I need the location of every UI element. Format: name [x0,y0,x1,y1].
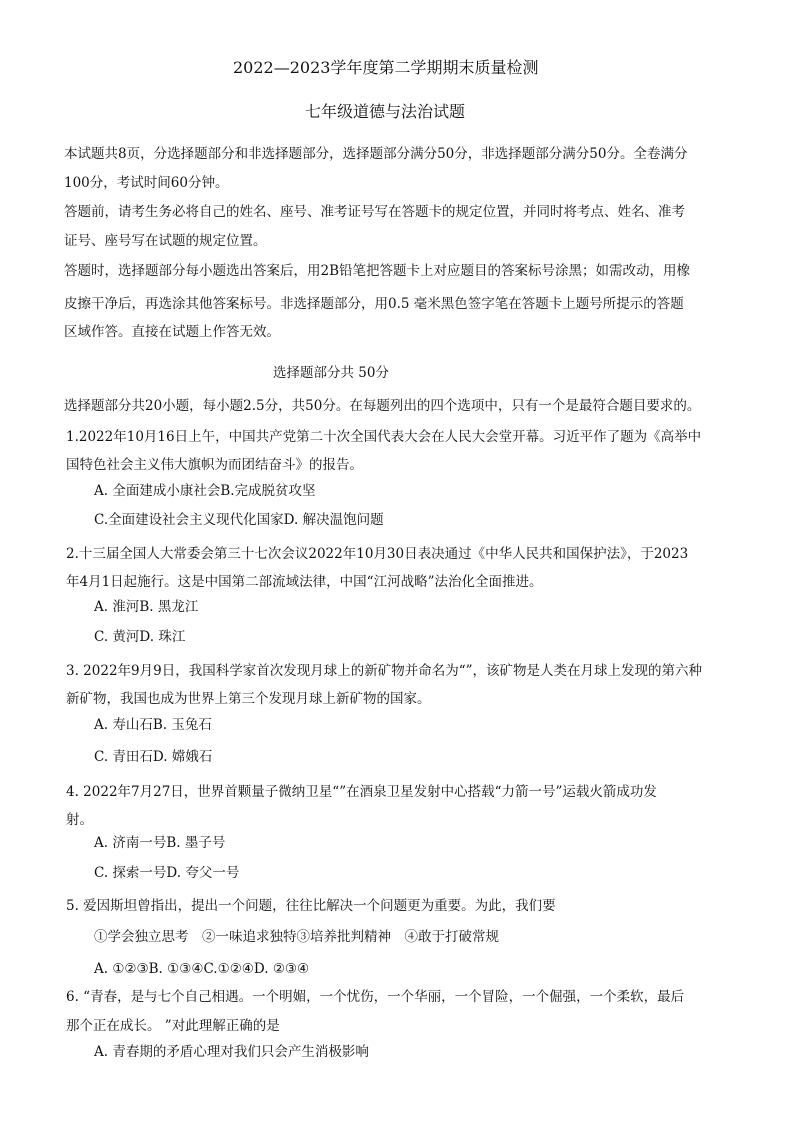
question-stem: 4. 2022年7月27日，世界首颗量子微纳卫星“”在酒泉卫星发射中心搭载“力箭一号”运载火箭成功发 [66,784,657,800]
instruction-line: 答题前，请考生务必将自己的姓名、座号、准考证号写在答题卡的规定位置，并同时将考点、姓名、准考 [64,204,685,220]
question-option: A. 寿山石B. 玉兔石 [94,717,212,733]
question-stem: 那个正在成长。 ”对此理解正确的是 [66,1018,280,1034]
question-option: A. ①②③B. ①③④C.①②④D. ②③④ [94,961,310,977]
question-option: A. 青春期的矛盾心理对我们只会产生消极影响 [94,1044,369,1060]
question-option: C.全面建设社会主义现代化国家D. 解决温饱问题 [94,512,384,528]
question-option: C. 探索一号D. 夸父一号 [94,865,240,881]
question-stem: 3. 2022年9月9日，我国科学家首次发现月球上的新矿物并命名为“”，该矿物是人类在月球上发现的第六种 [66,663,703,679]
instruction-line: 区域作答。直接在试题上作答无效。 [64,324,280,340]
question-option: A. 淮河B. 黑龙江 [94,599,199,615]
question-option: A. 济南一号B. 墨子号 [94,835,226,851]
exam-subtitle: 七年级道德与法治试题 [305,102,466,121]
question-choices: ①学会独立思考 ②一味追求独特③培养批判精神 ④敢于打破常规 [94,929,499,945]
question-stem: 国特色社会主义伟大旗帜为而团结奋斗》的报告。 [66,457,363,473]
question-stem: 6. “青春，是与七个自己相遇。一个明媚，一个忧伤，一个华丽，一个冒险，一个倔强，一个柔软，最后 [66,989,685,1005]
instruction-line: 证号、座号写在试题的规定位置。 [64,233,267,249]
question-stem: 2.十三届全国人大常委会第三十七次会议2022年10月30日表决通过《中华人民共和国保护法》，于2023 [66,546,689,562]
question-stem: 5. 爱因斯坦曾指出，提出一个问题，往往比解决一个问题更为重要。为此，我们要 [66,898,556,914]
instruction-line: 答题时，选择题部分每小题选出答案后，用2B铅笔把答题卡上对应题目的答案标号涂黑；如需改动，用橡 [64,263,691,279]
question-option: A. 全面建成小康社会B.完成脱贫攻坚 [94,483,316,499]
question-option: C. 黄河D. 珠江 [94,629,186,645]
exam-title: 2022—2023学年度第二学期期末质量检测 [233,58,539,77]
instruction-line: 皮擦干净后，再选涂其他答案标号。非选择题部分，用0.5 毫米黑色签字笔在答题卡上题号所提示的答题 [64,296,684,312]
section-title: 选择题部分共 50分 [273,365,389,381]
instruction-line: 100分，考试时间60分钟。 [64,175,229,191]
question-option: C. 青田石D. 嫦娥石 [94,749,213,765]
question-stem: 射。 [66,812,93,828]
section-intro: 选择题部分共20小题，每小题2.5分，共50分。在每题列出的四个选项中，只有一个是最符合题目要求的。 [64,398,701,414]
question-stem: 1.2022年10月16日上午，中国共产党第二十次全国代表大会在人民大会堂开幕。习近平作了题为《高举中 [66,429,702,445]
question-stem: 新矿物，我国也成为世界上第三个发现月球上新矿物的国家。 [66,691,431,707]
question-stem: 年4月1日起施行。这是中国第二部流域法律，中国“江河战略”法治化全面推进。 [66,574,543,590]
instruction-line: 本试题共8页，分选择题部分和非选择题部分，选择题部分满分50分，非选择题部分满分50分。全卷满分 [64,146,688,162]
